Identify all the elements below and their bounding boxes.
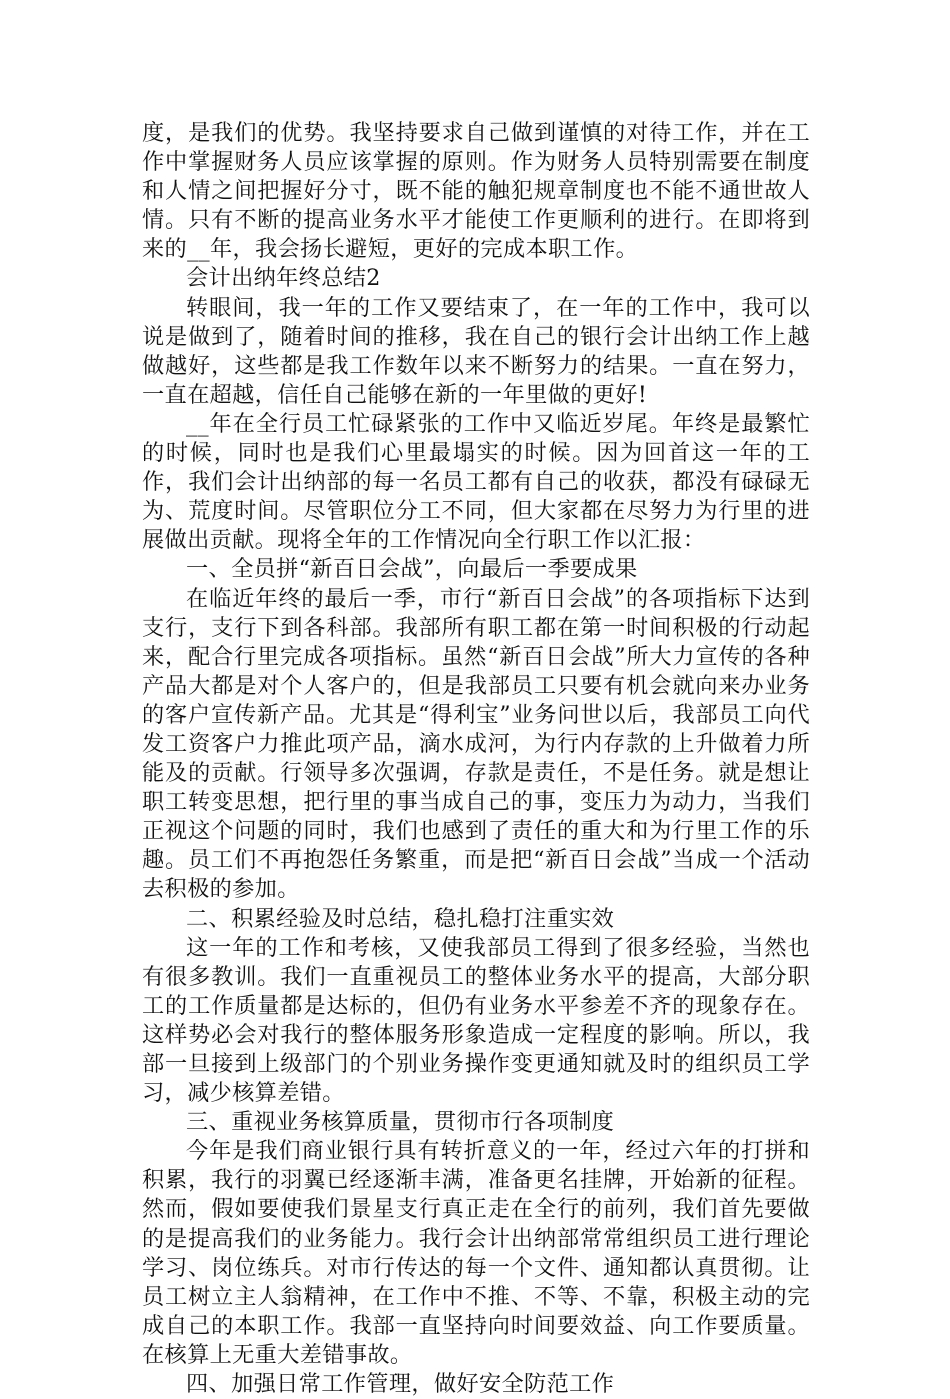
body-paragraph: 转眼间，我一年的工作又要结束了，在一年的工作中，我可以说是做到了，随着时间的推移，我在自己的银行会计出纳工作上越做越好，这些都是我工作数年以来不断努力的结果。一直在努力，一直在超越，信任自己能够在新的一年里做的更好! [142,294,810,408]
section-heading: 会计出纳年终总结2 [186,265,381,292]
body-paragraph: __年在全行员工忙碌紧张的工作中又临近岁尾。年终是最繁忙的时候，同时也是我们心里最塌实的时候。因为回首这一年的工作，我们会计出纳部的每一名员工都有自己的收获，都没有碌碌无为、荒度时间。尽管职位分工不同，但大家都在尽努力为行里的进展做出贡献。现将全年的工作情况向全行职工作以汇报： [142,410,810,554]
body-paragraph: 今年是我们商业银行具有转折意义的一年，经过六年的打拼和积累，我行的羽翼已经逐渐丰满，准备更名挂牌，开始新的征程。然而，假如要使我们景星支行真正走在全行的前列，我们首先要做的是提高我们的业务能力。我行会计出纳部常常组织员工进行理论学习、岗位练兵。对市行传达的每一个文件、通知都认真贯彻。让员工树立主人翁精神，在工作中不推、不等、不靠，积极主动的完成自己的本职工作。我部一直坚持向时间要效益、向工作要质量。在核算上无重大差错事故。 [142,1138,810,1368]
section-heading: 四、加强日常工作管理，做好安全防范工作 [186,1371,615,1398]
section-heading: 二、积累经验及时总结，稳扎稳打注重实效 [186,905,615,932]
section-heading: 三、重视业务核算质量，贯彻市行各项制度 [186,1109,615,1136]
body-paragraph: 这一年的工作和考核，又使我部员工得到了很多经验，当然也有很多教训。我们一直重视员工的整体业务水平的提高，大部分职工的工作质量都是达标的，但仍有业务水平参差不齐的现象存在。这样势必会对我行的整体服务形象造成一定程度的影响。所以，我部一旦接到上级部门的个别业务操作变更通知就及时的组织员工学习，减少核算差错。 [142,934,810,1107]
section-heading: 一、全员拼“新百日会战”，向最后一季要成果 [186,556,638,583]
document-page [142,119,810,1399]
body-paragraph: 度，是我们的优势。我坚持要求自己做到谨慎的对待工作，并在工作中掌握财务人员应该掌握的原则。作为财务人员特别需要在制度和人情之间把握好分寸，既不能的触犯规章制度也不能不通世故人情。只有不断的提高业务水平才能使工作更顺利的进行。在即将到来的__年，我会扬长避短，更好的完成本职工作。 [142,120,810,263]
body-paragraph: 在临近年终的最后一季，市行“新百日会战”的各项指标下达到支行，支行下到各科部。我部所有职工都在第一时间积极的行动起来，配合行里完成各项指标。虽然“新百日会战”所大力宣传的各种产品大都是对个人客户的，但是我部员工只要有机会就向来办业务的客户宣传新产品。尤其是“得利宝”业务问世以后，我部员工向代发工资客户力推此项产品，滴水成河，为行内存款的上升做着力所能及的贡献。行领导多次强调，存款是责任，不是任务。就是想让职工转变思想，把行里的事当成自己的事，变压力为动力，当我们正视这个问题的同时，我们也感到了责任的重大和为行里工作的乐趣。员工们不再抱怨任务繁重，而是把“新百日会战”当成一个活动去积极的参加。 [142,585,810,903]
